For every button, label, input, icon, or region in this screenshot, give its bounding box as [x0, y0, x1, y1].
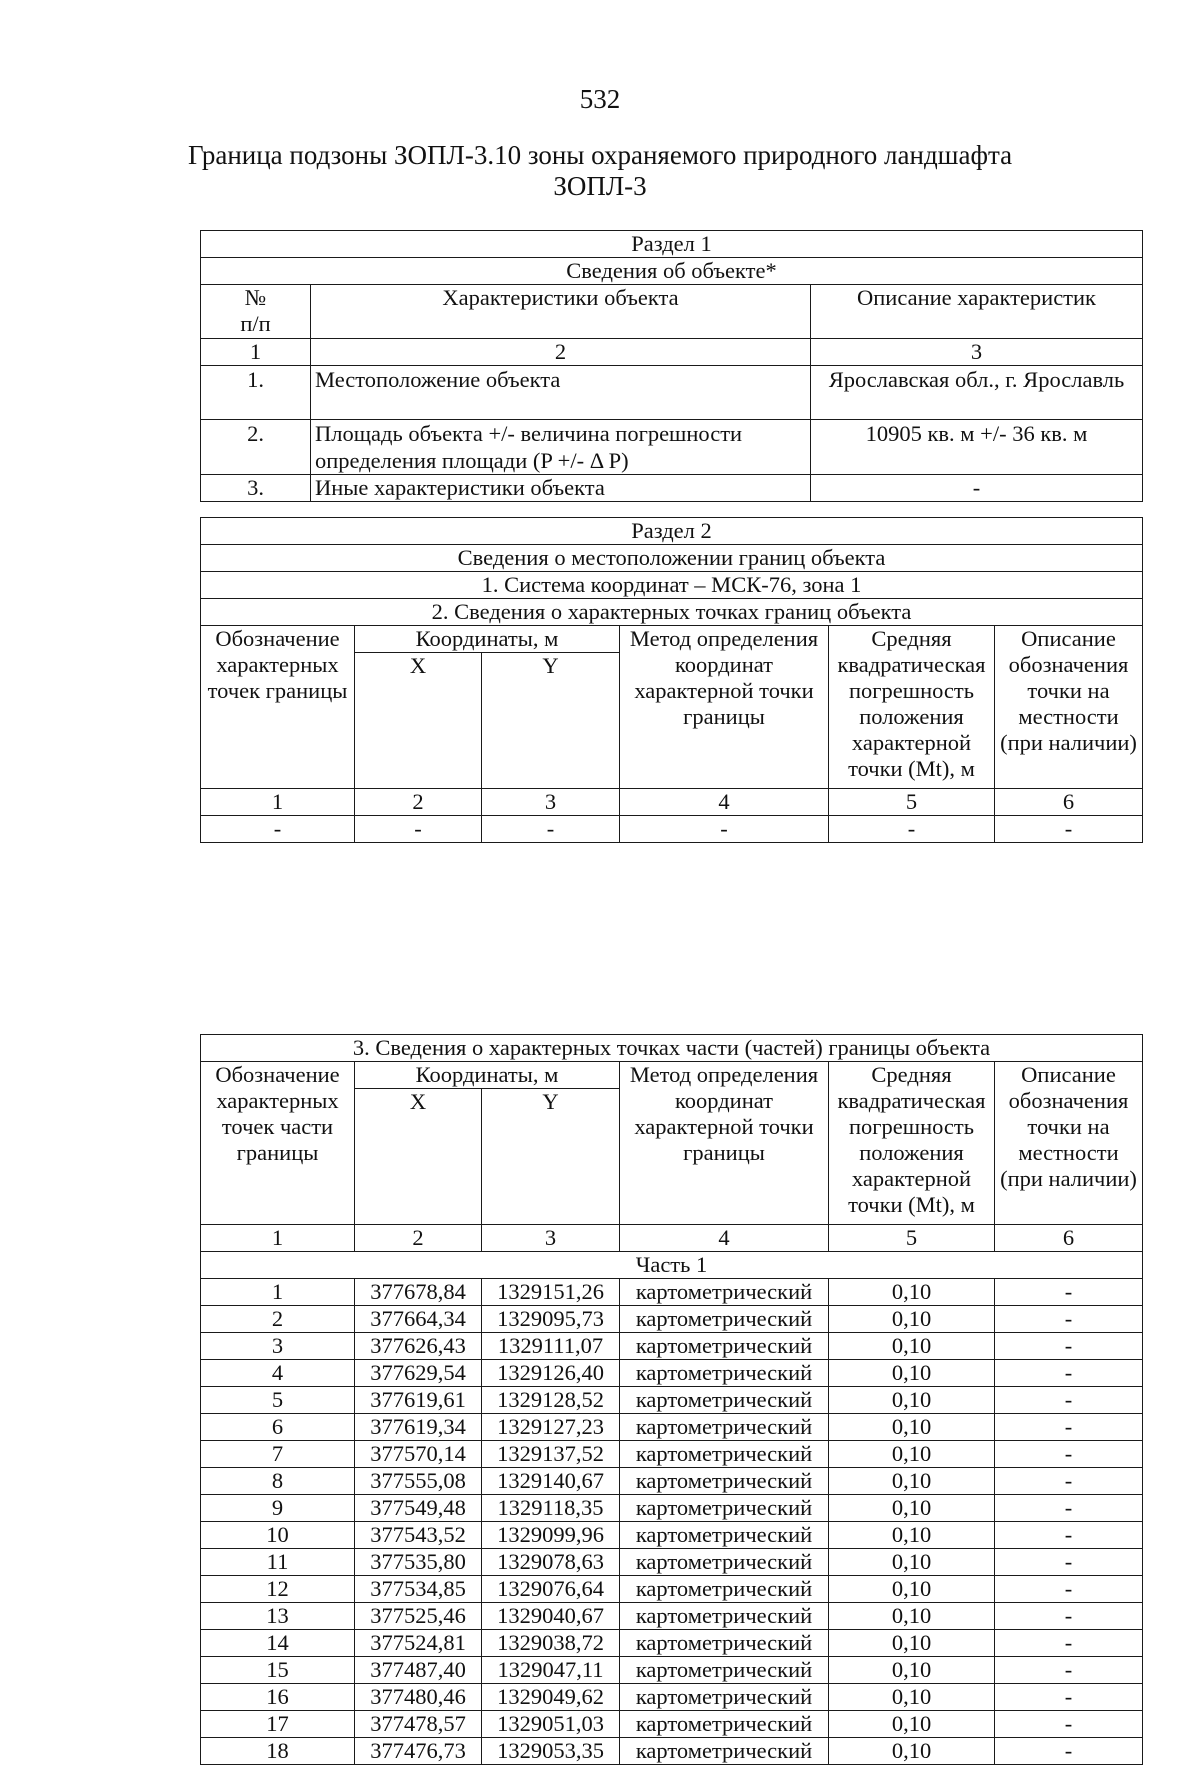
- section1-heading: Раздел 1: [201, 231, 1143, 258]
- index-cell: 5: [829, 789, 995, 816]
- table-row: [201, 1630, 1143, 1657]
- object-info-table: [200, 230, 1143, 502]
- method: картометрический: [620, 1738, 829, 1765]
- table-row: [201, 1441, 1143, 1468]
- coord-x: 377555,08: [355, 1468, 482, 1495]
- coord-x: 377678,84: [355, 1279, 482, 1306]
- method: картометрический: [620, 1657, 829, 1684]
- error: 0,10: [829, 1603, 995, 1630]
- point-description: -: [995, 1441, 1143, 1468]
- coord-y: 1329049,62: [482, 1684, 620, 1711]
- point-number: 8: [201, 1468, 355, 1495]
- point-description: -: [995, 1468, 1143, 1495]
- point-description: -: [995, 1630, 1143, 1657]
- coord-y: 1329127,23: [482, 1414, 620, 1441]
- col-header-point-description: Описание обозначения точки на местности (при наличии): [995, 1062, 1143, 1225]
- point-number: 11: [201, 1549, 355, 1576]
- point-description: -: [995, 1738, 1143, 1765]
- section2-heading: Раздел 2: [201, 518, 1143, 545]
- point-number: 1: [201, 1279, 355, 1306]
- coord-x: 377534,85: [355, 1576, 482, 1603]
- point-description: -: [995, 1414, 1143, 1441]
- point-number: 2: [201, 1306, 355, 1333]
- coord-y: 1329126,40: [482, 1360, 620, 1387]
- point-description: -: [995, 1549, 1143, 1576]
- point-number: 16: [201, 1684, 355, 1711]
- point-description: -: [995, 1522, 1143, 1549]
- coord-y: 1329140,67: [482, 1468, 620, 1495]
- method: картометрический: [620, 1279, 829, 1306]
- coord-y: 1329137,52: [482, 1441, 620, 1468]
- index-cell: 4: [620, 789, 829, 816]
- error: 0,10: [829, 1414, 995, 1441]
- points-body: [201, 1279, 1143, 1765]
- method: картометрический: [620, 1630, 829, 1657]
- table-row: [201, 1738, 1143, 1765]
- table-row: [201, 1414, 1143, 1441]
- method: картометрический: [620, 1684, 829, 1711]
- page-number: 532: [579, 84, 621, 114]
- coord-x: 377629,54: [355, 1360, 482, 1387]
- error: 0,10: [829, 1711, 995, 1738]
- error: 0,10: [829, 1522, 995, 1549]
- index-cell: 6: [995, 789, 1143, 816]
- error: 0,10: [829, 1468, 995, 1495]
- point-number: 12: [201, 1576, 355, 1603]
- section3-heading: 3. Сведения о характерных точках части (частей) границы объекта: [201, 1035, 1143, 1062]
- row-value: -: [811, 475, 1143, 502]
- index-cell: 4: [620, 1225, 829, 1252]
- coord-y: 1329051,03: [482, 1711, 620, 1738]
- col-header-method: Метод определения координат характерной точки границы: [620, 1062, 829, 1225]
- coord-y: 1329128,52: [482, 1387, 620, 1414]
- document-title: [150, 140, 1050, 202]
- method: картометрический: [620, 1603, 829, 1630]
- method: картометрический: [620, 1576, 829, 1603]
- col-header-y: Y: [482, 1089, 620, 1225]
- error: 0,10: [829, 1360, 995, 1387]
- method: картометрический: [620, 1333, 829, 1360]
- coord-y: 1329047,11: [482, 1657, 620, 1684]
- coord-x: 377476,73: [355, 1738, 482, 1765]
- point-number: 10: [201, 1522, 355, 1549]
- empty-cell: -: [355, 816, 482, 843]
- table-row: [201, 1657, 1143, 1684]
- index-cell: 6: [995, 1225, 1143, 1252]
- point-number: 15: [201, 1657, 355, 1684]
- error: 0,10: [829, 1576, 995, 1603]
- boundary-location-table: [200, 517, 1143, 843]
- coord-y: 1329076,64: [482, 1576, 620, 1603]
- col-header-x: X: [355, 653, 482, 789]
- table-row: [201, 1387, 1143, 1414]
- coord-y: 1329053,35: [482, 1738, 620, 1765]
- error: 0,10: [829, 1306, 995, 1333]
- coord-y: 1329040,67: [482, 1603, 620, 1630]
- empty-cell: -: [201, 816, 355, 843]
- coord-y: 1329111,07: [482, 1333, 620, 1360]
- row-number: 3.: [201, 475, 311, 502]
- method: картометрический: [620, 1441, 829, 1468]
- point-description: -: [995, 1333, 1143, 1360]
- part-points-table: [200, 1034, 1143, 1765]
- coord-y: 1329095,73: [482, 1306, 620, 1333]
- col-header-number: № п/п: [201, 285, 311, 339]
- index-cell: 1: [201, 789, 355, 816]
- col-header-characteristics: Характеристики объекта: [311, 285, 811, 339]
- index-cell: 3: [811, 339, 1143, 366]
- method: картометрический: [620, 1306, 829, 1333]
- points-heading: 2. Сведения о характерных точках границ объекта: [201, 599, 1143, 626]
- coordinate-system: 1. Система координат – МСК-76, зона 1: [201, 572, 1143, 599]
- col-header-x: X: [355, 1089, 482, 1225]
- method: картометрический: [620, 1495, 829, 1522]
- coord-x: 377487,40: [355, 1657, 482, 1684]
- table-row: [201, 1279, 1143, 1306]
- error: 0,10: [829, 1279, 995, 1306]
- index-cell: 5: [829, 1225, 995, 1252]
- coord-x: 377478,57: [355, 1711, 482, 1738]
- col-header-point-description: Описание обозначения точки на местности (при наличии): [995, 626, 1143, 789]
- point-number: 6: [201, 1414, 355, 1441]
- col-header-coordinates: Координаты, м: [355, 1062, 620, 1089]
- index-cell: 1: [201, 339, 311, 366]
- index-cell: 2: [355, 1225, 482, 1252]
- error: 0,10: [829, 1738, 995, 1765]
- method: картометрический: [620, 1414, 829, 1441]
- point-number: 7: [201, 1441, 355, 1468]
- coord-y: 1329078,63: [482, 1549, 620, 1576]
- coord-x: 377480,46: [355, 1684, 482, 1711]
- point-number: 14: [201, 1630, 355, 1657]
- row-name: Местоположение объекта: [311, 366, 811, 420]
- coord-x: 377626,43: [355, 1333, 482, 1360]
- row-value: Ярославская обл., г. Ярославль: [811, 366, 1143, 420]
- method: картометрический: [620, 1549, 829, 1576]
- method: картометрический: [620, 1387, 829, 1414]
- col-header-error: Средняя квадратическая погрешность положения характерной точки (Mt), м: [829, 1062, 995, 1225]
- index-cell: 1: [201, 1225, 355, 1252]
- point-description: -: [995, 1657, 1143, 1684]
- table-row: [201, 1495, 1143, 1522]
- point-description: -: [995, 1711, 1143, 1738]
- col-header-designation: Обозначение характерных точек границы: [201, 626, 355, 789]
- point-description: -: [995, 1684, 1143, 1711]
- index-cell: 3: [482, 1225, 620, 1252]
- part-label: Часть 1: [201, 1252, 1143, 1279]
- col-header-designation: Обозначение характерных точек части границы: [201, 1062, 355, 1225]
- point-number: 4: [201, 1360, 355, 1387]
- point-number: 5: [201, 1387, 355, 1414]
- error: 0,10: [829, 1333, 995, 1360]
- coord-y: 1329038,72: [482, 1630, 620, 1657]
- coord-y: 1329151,26: [482, 1279, 620, 1306]
- col-header-method: Метод определения координат характерной точки границы: [620, 626, 829, 789]
- table-row: [201, 1333, 1143, 1360]
- point-description: -: [995, 1495, 1143, 1522]
- table-row: [201, 1603, 1143, 1630]
- coord-x: 377619,34: [355, 1414, 482, 1441]
- table-row: [201, 1468, 1143, 1495]
- coord-x: 377543,52: [355, 1522, 482, 1549]
- coord-x: 377535,80: [355, 1549, 482, 1576]
- coord-x: 377525,46: [355, 1603, 482, 1630]
- coord-x: 377619,61: [355, 1387, 482, 1414]
- section2-subheading: Сведения о местоположении границ объекта: [201, 545, 1143, 572]
- coord-y: 1329118,35: [482, 1495, 620, 1522]
- row-number: 2.: [201, 420, 311, 475]
- table-row: [201, 1576, 1143, 1603]
- point-description: -: [995, 1306, 1143, 1333]
- error: 0,10: [829, 1441, 995, 1468]
- empty-cell: -: [829, 816, 995, 843]
- col-header-y: Y: [482, 653, 620, 789]
- coord-x: 377570,14: [355, 1441, 482, 1468]
- point-number: 13: [201, 1603, 355, 1630]
- col-header-error: Средняя квадратическая погрешность положения характерной точки (Mt), м: [829, 626, 995, 789]
- table-row: [201, 1711, 1143, 1738]
- row-number: 1.: [201, 366, 311, 420]
- error: 0,10: [829, 1630, 995, 1657]
- col-header-description: Описание характеристик: [811, 285, 1143, 339]
- point-number: 17: [201, 1711, 355, 1738]
- method: картометрический: [620, 1468, 829, 1495]
- coord-x: 377664,34: [355, 1306, 482, 1333]
- coord-x: 377524,81: [355, 1630, 482, 1657]
- point-description: -: [995, 1603, 1143, 1630]
- point-number: 3: [201, 1333, 355, 1360]
- row-name: Площадь объекта +/- величина погрешности определения площади (P +/- Δ P): [311, 420, 811, 475]
- point-description: -: [995, 1387, 1143, 1414]
- point-number: 18: [201, 1738, 355, 1765]
- error: 0,10: [829, 1495, 995, 1522]
- index-cell: 2: [311, 339, 811, 366]
- point-number: 9: [201, 1495, 355, 1522]
- title-line-2: ЗОПЛ-3: [553, 171, 647, 201]
- table-row: [201, 1306, 1143, 1333]
- empty-cell: -: [995, 816, 1143, 843]
- title-line-1: Граница подзоны ЗОПЛ-3.10 зоны охраняемого природного ландшафта: [187, 140, 1013, 170]
- index-cell: 3: [482, 789, 620, 816]
- coord-x: 377549,48: [355, 1495, 482, 1522]
- error: 0,10: [829, 1684, 995, 1711]
- point-description: -: [995, 1279, 1143, 1306]
- method: картометрический: [620, 1522, 829, 1549]
- table-row: [201, 1684, 1143, 1711]
- point-description: -: [995, 1360, 1143, 1387]
- table-row: [201, 1549, 1143, 1576]
- error: 0,10: [829, 1657, 995, 1684]
- coord-y: 1329099,96: [482, 1522, 620, 1549]
- empty-cell: -: [620, 816, 829, 843]
- point-description: -: [995, 1576, 1143, 1603]
- table-row: [201, 1360, 1143, 1387]
- row-value: 10905 кв. м +/- 36 кв. м: [811, 420, 1143, 475]
- empty-cell: -: [482, 816, 620, 843]
- section1-subheading: Сведения об объекте*: [201, 258, 1143, 285]
- table-row: [201, 1522, 1143, 1549]
- error: 0,10: [829, 1387, 995, 1414]
- error: 0,10: [829, 1549, 995, 1576]
- col-header-coordinates: Координаты, м: [355, 626, 620, 653]
- method: картометрический: [620, 1711, 829, 1738]
- method: картометрический: [620, 1360, 829, 1387]
- index-cell: 2: [355, 789, 482, 816]
- row-name: Иные характеристики объекта: [311, 475, 811, 502]
